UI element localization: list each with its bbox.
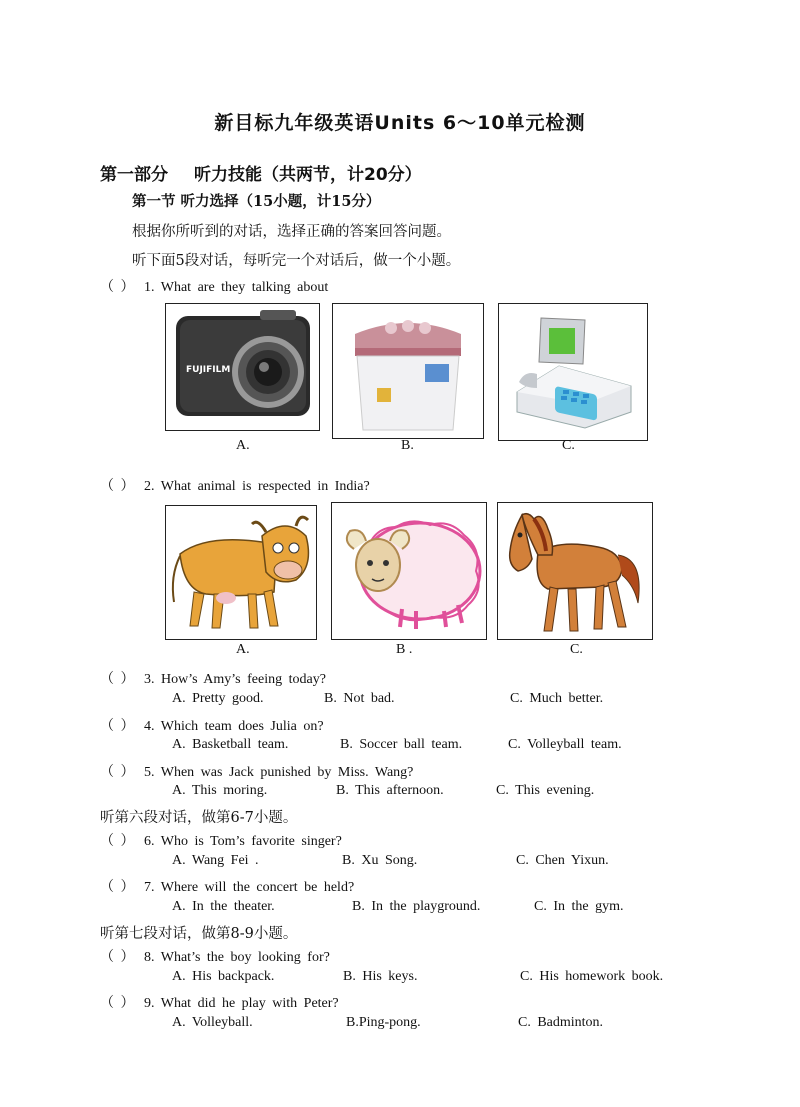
option-b[interactable]: B. This afternoon.: [336, 783, 444, 798]
answer-blank[interactable]: （ ）: [100, 880, 135, 895]
option-c[interactable]: C. Badminton.: [518, 1015, 604, 1030]
instruction-2: 听下面5段对话，每听完一个对话后，做一个小题。: [132, 253, 461, 269]
option-b[interactable]: B.Ping-pong.: [346, 1015, 421, 1030]
caption-c: C.: [570, 642, 583, 657]
question-6: [100, 830, 342, 850]
option-c[interactable]: C. Much better.: [510, 691, 604, 706]
answer-blank[interactable]: （ ）: [100, 719, 135, 734]
answer-blank[interactable]: （ ）: [100, 672, 135, 687]
question-9: [100, 992, 339, 1012]
question-text: 9. What did he play with Peter?: [144, 996, 339, 1011]
question-text: 5. When was Jack punished by Miss. Wang?: [144, 765, 414, 780]
option-c[interactable]: C. His homework book.: [520, 969, 664, 984]
question-text: 4. Which team does Julia on?: [144, 719, 324, 734]
answer-blank[interactable]: （ ）: [100, 996, 135, 1011]
caption-a: A.: [236, 642, 250, 657]
option-c[interactable]: C. Volleyball team.: [508, 737, 622, 752]
question-text: 2. What animal is respected in India?: [144, 479, 370, 494]
answer-blank[interactable]: （ ）: [100, 765, 135, 780]
question-7: [100, 876, 354, 896]
option-c[interactable]: C. This evening.: [496, 783, 595, 798]
question-3: [100, 668, 326, 688]
option-a[interactable]: A. Pretty good.: [172, 691, 264, 706]
part-name: 听力技能（共两节，计20分）: [194, 165, 422, 185]
option-image-a: [165, 505, 317, 640]
option-a[interactable]: A. In the theater.: [172, 899, 275, 914]
question-8: [100, 946, 330, 966]
option-image-c: [498, 303, 648, 441]
washing-machine-icon: [333, 304, 483, 438]
option-b[interactable]: B. Soccer ball team.: [340, 737, 463, 752]
option-b[interactable]: B. In the playground.: [352, 899, 481, 914]
caption-b: B.: [401, 438, 414, 453]
dialogue-note-6: 听第六段对话，做第6-7小题。: [100, 810, 298, 826]
instruction-1: 根据你所听到的对话，选择正确的答案回答问题。: [132, 224, 451, 240]
answer-blank[interactable]: （ ）: [100, 834, 135, 849]
question-text: 8. What’s the boy looking for?: [144, 950, 330, 965]
option-b[interactable]: B. His keys.: [343, 969, 418, 984]
caption-b: B .: [396, 642, 413, 657]
caption-a: A.: [236, 438, 250, 453]
option-image-b: [332, 303, 484, 439]
option-b[interactable]: B. Xu Song.: [342, 853, 418, 868]
option-c[interactable]: C. In the gym.: [534, 899, 624, 914]
question-text: 7. Where will the concert be held?: [144, 880, 355, 895]
option-a[interactable]: A. Wang Fei .: [172, 853, 259, 868]
option-c[interactable]: C. Chen Yixun.: [516, 853, 609, 868]
horse-icon: [498, 503, 652, 639]
question-text: 1. What are they talking about: [144, 280, 329, 295]
dialogue-note-7: 听第七段对话，做第8-9小题。: [100, 926, 298, 942]
question-1: [100, 276, 328, 296]
answer-blank[interactable]: （ ）: [100, 280, 135, 295]
cow-icon: [166, 506, 316, 639]
telephone-icon: [499, 304, 647, 440]
question-text: 6. Who is Tom’s favorite singer?: [144, 834, 342, 849]
option-image-a: [165, 303, 320, 431]
option-image-c: [497, 502, 653, 640]
answer-blank[interactable]: （ ）: [100, 479, 135, 494]
question-5: [100, 761, 413, 781]
camera-icon: [166, 304, 319, 430]
option-image-b: [331, 502, 487, 640]
answer-blank[interactable]: （ ）: [100, 950, 135, 965]
sheep-icon: [332, 503, 486, 639]
caption-c: C.: [562, 438, 575, 453]
option-a[interactable]: A. His backpack.: [172, 969, 275, 984]
page-title: 新目标九年级英语Units 6～10单元检测: [214, 112, 586, 134]
option-a[interactable]: A. Basketball team.: [172, 737, 289, 752]
question-4: [100, 715, 324, 735]
part-heading: [100, 160, 422, 185]
option-b[interactable]: B. Not bad.: [324, 691, 395, 706]
brand-label: FUJIFILM: [186, 365, 231, 375]
option-a[interactable]: A. This moring.: [172, 783, 268, 798]
question-2: [100, 475, 370, 495]
part-label: 第一部分: [100, 165, 168, 185]
option-a[interactable]: A. Volleyball.: [172, 1015, 253, 1030]
section-heading: 第一节 听力选择（15小题，计15分）: [132, 193, 381, 210]
question-text: 3. How’s Amy’s feeing today?: [144, 672, 326, 687]
